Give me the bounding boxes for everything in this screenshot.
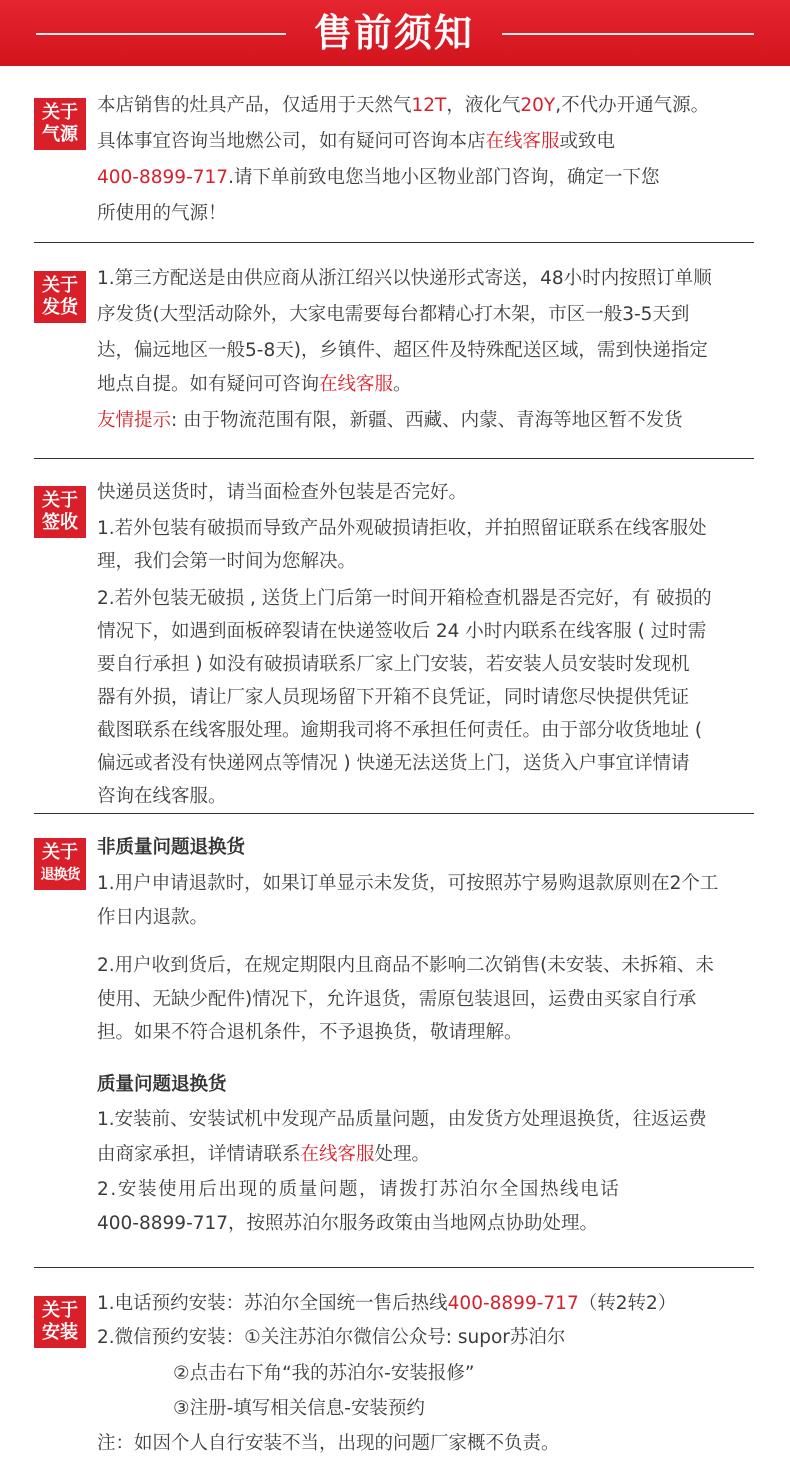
install-note: 注：如因个人自行安装不当，出现的问题厂家概不负责。 bbox=[97, 1433, 560, 1454]
badge-line-1: 关于 bbox=[42, 102, 78, 123]
returns-heading-quality: 质量问题退换货 bbox=[97, 1074, 227, 1095]
gas-line-4: 所使用的气源！ bbox=[97, 203, 227, 224]
badge-receipt bbox=[34, 486, 86, 538]
returns-item-b3: 担。如果不符合退机条件，不予退换货，敬请理解。 bbox=[97, 1022, 523, 1043]
receipt-line-4: 2.若外包装无破损 , 送货上门后第一时间开箱检查机器是否完好，有 破损的 bbox=[97, 588, 712, 609]
section-divider bbox=[34, 458, 754, 459]
receipt-line-8: 截图联系在线客服处理。逾期我司将不承担任何责任。由于部分收货地址 ( bbox=[97, 720, 703, 741]
badge-line-2: 退换货 bbox=[40, 867, 80, 883]
badge-line-1: 关于 bbox=[42, 275, 78, 296]
receipt-line-7: 器有外损，请让厂家人员现场留下开箱不良凭证，同时请您尽快提供凭证 bbox=[97, 687, 690, 708]
gas-line-1: 本店销售的灶具产品，仅适用于天然气12T，液化气20Y,不代办开通气源。 bbox=[97, 95, 710, 116]
header-divider-right bbox=[502, 33, 754, 35]
returns-item-b2: 使用、无缺少配件)情况下，允许退货，需原包装退回，运费由买家自行承 bbox=[97, 989, 697, 1010]
returns-heading-non-quality: 非质量问题退换货 bbox=[97, 837, 246, 858]
install-step-2: ②点击右下角“我的苏泊尔-安装报修” bbox=[173, 1363, 475, 1384]
install-line-2: 2.微信预约安装：①关注苏泊尔微信公众号: supor苏泊尔 bbox=[97, 1327, 566, 1348]
returns-item-c1: 1.安装前、安装试机中发现产品质量问题，由发货方处理退换货，往返运费 bbox=[97, 1109, 707, 1130]
receipt-line-3: 理，我们会第一时间为您解决。 bbox=[97, 551, 357, 572]
returns-item-d2: 400-8899-717，按照苏泊尔服务政策由当地网点协助处理。 bbox=[97, 1213, 599, 1234]
badge-line-2: 气源 bbox=[42, 124, 78, 145]
returns-item-a1: 1.用户申请退款时，如果订单显示未发货，可按照苏宁易购退款原则在2个工 bbox=[97, 873, 719, 894]
badge-line-2: 签收 bbox=[42, 512, 78, 533]
page-title: 售前须知 bbox=[313, 11, 474, 55]
returns-item-a2: 作日内退款。 bbox=[97, 907, 209, 928]
badge-install bbox=[34, 1296, 86, 1348]
receipt-line-6: 要自行承担 ) 如没有破损请联系厂家上门安装，若安装人员安装时发现机 bbox=[97, 654, 690, 675]
badge-line-1: 关于 bbox=[42, 842, 78, 863]
returns-item-c2: 由商家承担，详情请联系在线客服处理。 bbox=[97, 1144, 431, 1165]
gas-line-3: 400-8899-717.请下单前致电您当地小区物业部门咨询，确定一下您 bbox=[97, 167, 660, 188]
badge-line-1: 关于 bbox=[42, 490, 78, 511]
badge-line-2: 发货 bbox=[42, 297, 78, 318]
install-line-1: 1.电话预约安装：苏泊尔全国统一售后热线400-8899-717（转2转2） bbox=[97, 1293, 677, 1314]
delivery-line-4: 地点自提。如有疑问可咨询在线客服。 bbox=[97, 374, 412, 395]
section-divider bbox=[34, 1267, 754, 1268]
badge-line-1: 关于 bbox=[42, 1300, 78, 1321]
section-divider bbox=[34, 242, 754, 243]
online-service-link[interactable]: 在线客服 bbox=[485, 131, 560, 152]
badge-line-2: 安装 bbox=[42, 1322, 78, 1343]
receipt-line-9: 偏远或者没有快递网点等情况 ) 快递无法送货上门，送货入户事宜详情请 bbox=[97, 753, 690, 774]
delivery-line-2: 序发货(大型活动除外，大家电需要每台都精心打木架，市区一般3-5天到 bbox=[97, 304, 690, 325]
page-header bbox=[0, 0, 790, 66]
receipt-line-2: 1.若外包装有破损而导致产品外观破损请拒收，并拍照留证联系在线客服处 bbox=[97, 518, 707, 539]
gas-line-2: 具体事宜咨询当地燃公司，如有疑问可咨询本店在线客服或致电 bbox=[97, 131, 616, 152]
badge-delivery bbox=[34, 271, 86, 323]
badge-gas-source bbox=[34, 98, 86, 150]
hotline-number: 400-8899-717 bbox=[97, 167, 229, 188]
receipt-line-10: 咨询在线客服。 bbox=[97, 786, 227, 807]
delivery-tip: 友情提示: 由于物流范围有限，新疆、西藏、内蒙、青海等地区暂不发货 bbox=[97, 410, 683, 431]
install-step-3: ③注册-填写相关信息-安装预约 bbox=[173, 1398, 425, 1419]
receipt-line-5: 情况下，如遇到面板碎裂请在快递签收后 24 小时内联系在线客服 ( 过时需 bbox=[97, 621, 707, 642]
online-service-link[interactable]: 在线客服 bbox=[300, 1144, 375, 1165]
receipt-line-1: 快递员送货时，请当面检查外包装是否完好。 bbox=[97, 482, 468, 503]
returns-item-b1: 2.用户收到货后，在规定期限内且商品不影响二次销售(未安装、未拆箱、未 bbox=[97, 955, 714, 976]
section-divider bbox=[34, 813, 754, 814]
badge-returns bbox=[34, 838, 86, 890]
delivery-line-1: 1.第三方配送是由供应商从浙江绍兴以快递形式寄送，48小时内按照订单顺 bbox=[97, 268, 712, 289]
delivery-line-3: 达，偏远地区一般5-8天)，乡镇件、超区件及特殊配送区域，需到快递指定 bbox=[97, 340, 708, 361]
header-divider-left bbox=[36, 33, 286, 35]
returns-item-d1: 2.安装使用后出现的质量问题，请拨打苏泊尔全国热线电话 bbox=[97, 1179, 621, 1200]
hotline-number: 400-8899-717 bbox=[447, 1293, 579, 1314]
online-service-link[interactable]: 在线客服 bbox=[319, 374, 394, 395]
